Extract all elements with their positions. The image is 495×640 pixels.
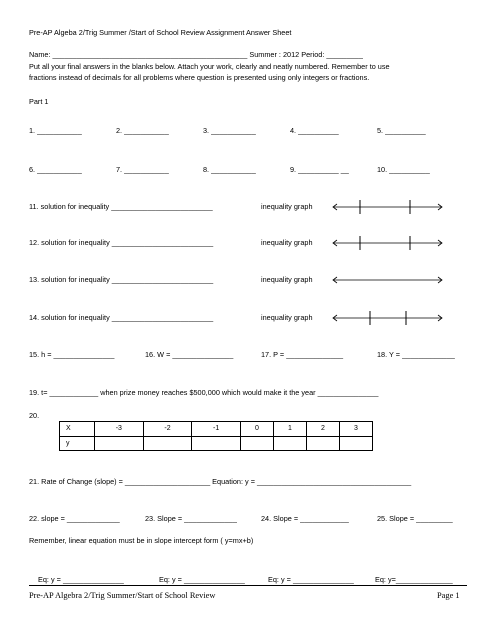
y-value-cell — [306, 436, 339, 451]
x-value-cell: -3 — [95, 422, 144, 437]
part-label: Part 1 — [29, 97, 49, 106]
answer-blank-4: 4. __________ — [290, 126, 339, 135]
footer-page-number: Page 1 — [437, 591, 460, 600]
x-value-cell: 0 — [240, 422, 273, 437]
answer-blank-3: 3. ___________ — [203, 126, 256, 135]
answer-blank-25: 25. Slope = _________ — [377, 514, 453, 523]
y-value-cell — [339, 436, 372, 451]
answer-blank-18: 18. Y = _____________ — [377, 350, 455, 359]
x-value-cell: 3 — [339, 422, 372, 437]
y-value-cell — [273, 436, 306, 451]
inequality-graph-label-12: inequality graph — [261, 238, 313, 247]
number-line-13 — [330, 272, 445, 288]
equation-blank-25: Eq: y=______________ — [375, 575, 453, 584]
x-header-cell: X — [60, 422, 95, 437]
name-period-line: Name: ________________________________________________ Summer : 2012 Period: _________ — [29, 50, 363, 59]
answer-blank-6: 6. ___________ — [29, 165, 82, 174]
answer-blank-2: 2. ___________ — [116, 126, 169, 135]
document-title: Pre-AP Algeba 2/Trig Summer /Start of School Review Assignment Answer Sheet — [29, 28, 292, 37]
answer-blank-23: 23. Slope = _____________ — [145, 514, 237, 523]
x-value-cell: -1 — [192, 422, 241, 437]
inequality-solution-13: 13. solution for inequality _________________________ — [29, 275, 214, 284]
inequality-solution-14: 14. solution for inequality _________________________ — [29, 313, 214, 322]
question-21-line: 21. Rate of Change (slope) = _____________________ Equation: y = ______________________________________ — [29, 477, 412, 486]
slope-intercept-reminder: Remember, linear equation must be in slope intercept form ( y=mx+b) — [29, 536, 254, 545]
answer-blank-17: 17. P = ______________ — [261, 350, 344, 359]
inequality-solution-12: 12. solution for inequality _________________________ — [29, 238, 214, 247]
question-20-label: 20. — [29, 411, 40, 420]
answer-blank-7: 7. ___________ — [116, 165, 169, 174]
answer-blank-10: 10. __________ — [377, 165, 430, 174]
answer-blank-24: 24. Slope = ____________ — [261, 514, 349, 523]
y-value-cell — [240, 436, 273, 451]
y-value-cell — [143, 436, 192, 451]
instructions-line-2: fractions instead of decimals for all problems where question is presented using only integers or fractions. — [29, 73, 370, 82]
question-19-line: 19. t= ____________ when prize money reaches $500,000 which would make it the year _______________ — [29, 388, 379, 397]
equation-blank-24: Eq: y = _______________ — [268, 575, 354, 584]
equation-blank-23: Eq: y = _______________ — [159, 575, 245, 584]
y-row — [60, 436, 373, 451]
x-row — [60, 422, 373, 437]
x-value-cell: 1 — [273, 422, 306, 437]
answer-blank-9: 9. __________ __ — [290, 165, 349, 174]
inequality-graph-label-11: inequality graph — [261, 202, 313, 211]
y-value-cell — [95, 436, 144, 451]
number-line-11 — [330, 199, 445, 215]
xy-table — [59, 421, 373, 451]
answer-blank-22: 22. slope = _____________ — [29, 514, 120, 523]
answer-blank-1: 1. ___________ — [29, 126, 82, 135]
equation-blank-22: Eq: y = _______________ — [38, 575, 124, 584]
answer-blank-8: 8. ___________ — [203, 165, 256, 174]
answer-blank-15: 15. h = _______________ — [29, 350, 115, 359]
y-header-cell: y — [60, 436, 95, 451]
inequality-graph-label-14: inequality graph — [261, 313, 313, 322]
footer-rule — [29, 585, 467, 586]
inequality-graph-label-13: inequality graph — [261, 275, 313, 284]
answer-blank-16: 16. W = _______________ — [145, 350, 234, 359]
instructions-line-1: Put all your final answers in the blanks below. Attach your work, clearly and neatly numbered. Remember to use — [29, 62, 390, 71]
answer-blank-5: 5. __________ — [377, 126, 426, 135]
number-line-14 — [330, 310, 445, 326]
x-value-cell: 2 — [306, 422, 339, 437]
y-value-cell — [192, 436, 241, 451]
inequality-solution-11: 11. solution for inequality _________________________ — [29, 202, 213, 211]
x-value-cell: -2 — [143, 422, 192, 437]
footer-course-title: Pre-AP Algebra 2/Trig Summer/Start of School Review — [29, 591, 216, 600]
number-line-12 — [330, 235, 445, 251]
